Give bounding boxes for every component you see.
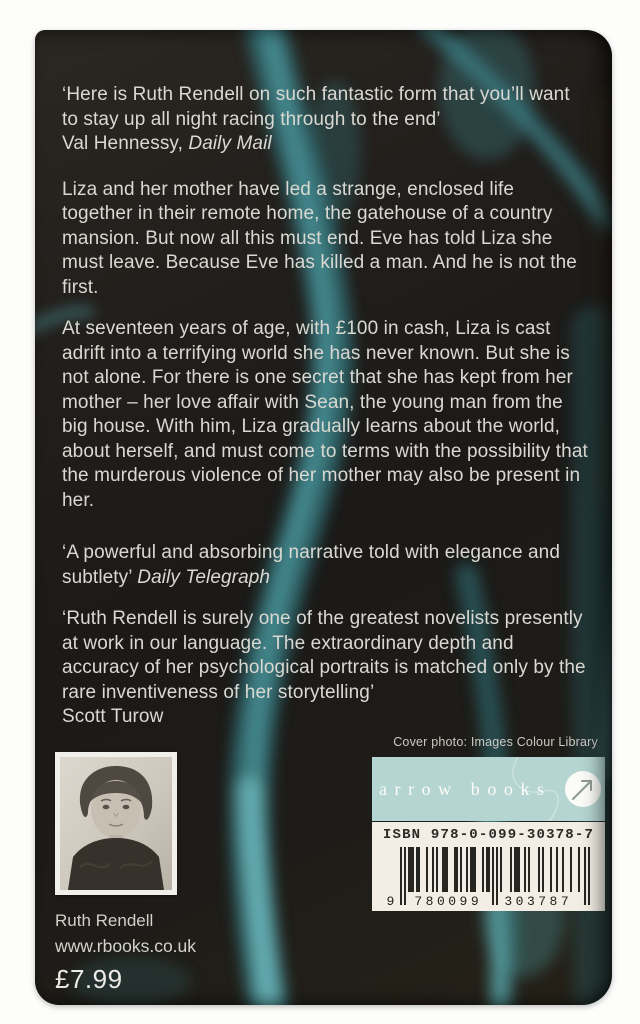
quote-attribution: Val Hennessy, [62, 133, 189, 154]
publisher-website: www.rbooks.co.uk [55, 936, 197, 956]
barcode-digits-left: 780099 [414, 894, 483, 909]
barcode-digits-right: 303787 [504, 894, 573, 909]
quote-text: ‘Ruth Rendell is surely one of the greatest novelists presently at work in our language. The extraordinary depth and accuracy of her psychological portraits is matched only by the rare inventiveness of her storytelling’ [62, 608, 586, 703]
isbn-line [372, 827, 605, 843]
barcode-digit-lead: 9 [386, 894, 395, 909]
author-panel [55, 752, 255, 995]
back-cover-text [62, 83, 589, 747]
press-quote-daily-telegraph [62, 541, 589, 590]
synopsis-paragraph-1: Liza and her mother have led a strange, enclosed life together in their remote home, the gatehouse of a country mansion. But now all this must end. Eve has told Liza she must leave. Because Eve has killed a man. And he is not the first. [62, 178, 577, 298]
price: £7.99 [55, 964, 123, 994]
ean13-barcode [387, 847, 591, 907]
arrow-logo-icon [564, 770, 602, 808]
publisher-logo-box [372, 757, 605, 821]
publisher-name: arrow books [378, 778, 552, 799]
author-name-caption: Ruth Rendell [55, 911, 154, 930]
quote-text: ‘Here is Ruth Rendell on such fantastic form that you’ll want to stay up all night racing through to the end’ [62, 84, 570, 130]
isbn-label: ISBN [382, 827, 422, 843]
quote-source-daily-mail: Daily Mail [188, 133, 272, 154]
press-quote-scott-turow [62, 607, 589, 730]
book-back-cover [35, 30, 612, 1005]
quote-source-daily-telegraph: Daily Telegraph [137, 566, 271, 588]
quote-text: ‘A powerful and absorbing narrative told with elegance and subtlety’ [62, 542, 561, 588]
press-quote-daily-mail [62, 83, 589, 157]
synopsis-paragraph-2: At seventeen years of age, with £100 in cash, Liza is cast adrift into a terrifying world she has never known. But she is not alone. For there is one secret that she has kept from her mother – her love affair with Sean, the young man from the big house. With him, Liza gradually learns about the world, about herself, and must come to terms with the possibility that the murderous violence of her mother may also be present in her. [62, 318, 588, 511]
isbn-number: 978-0-099-30378-7 [430, 827, 595, 843]
quote-attribution: Scott Turow [62, 706, 164, 727]
cover-photo-credit: Cover photo: Images Colour Library [393, 735, 598, 749]
author-photo [55, 752, 177, 895]
isbn-barcode-panel [372, 822, 605, 911]
